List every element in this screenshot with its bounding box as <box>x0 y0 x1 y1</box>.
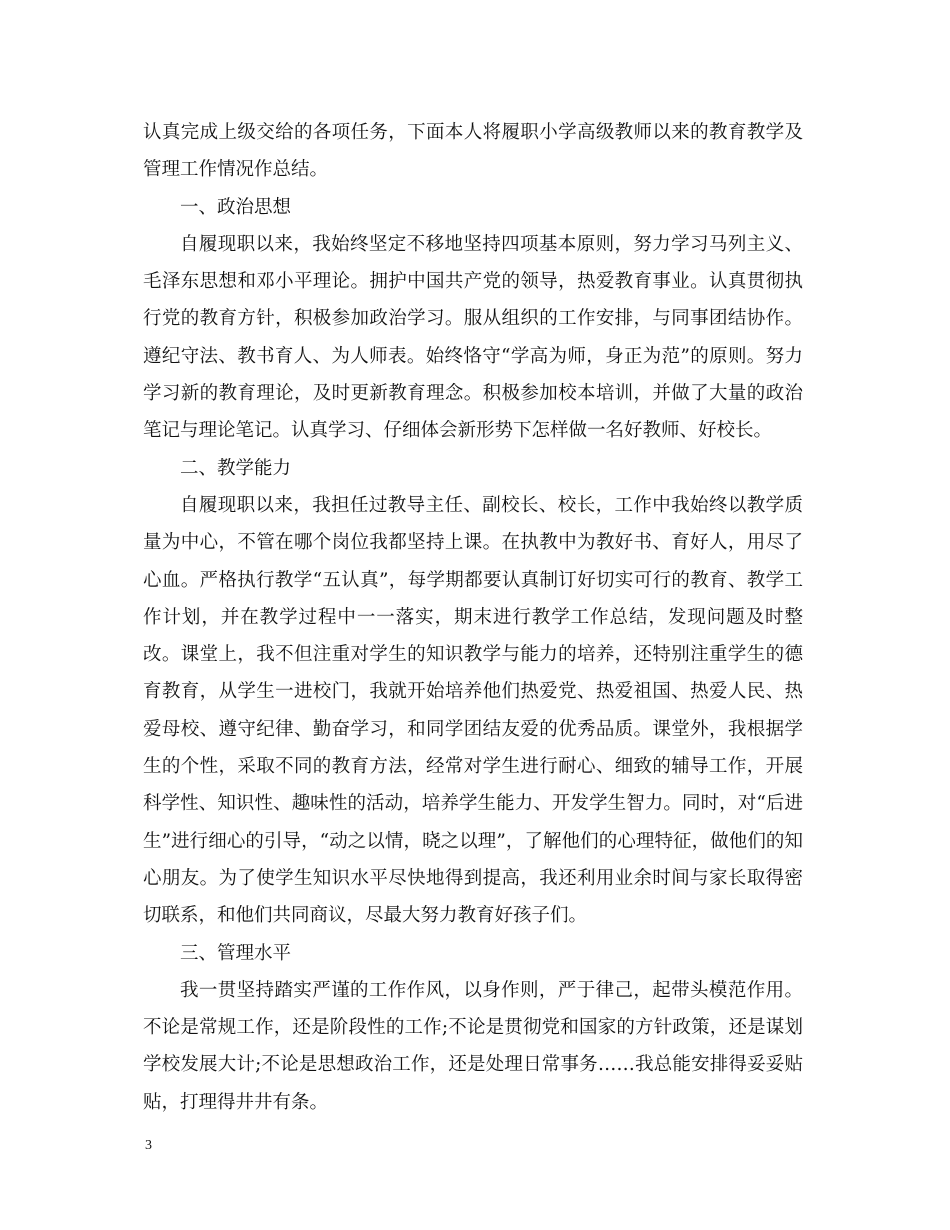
paragraph-teaching-ability: 自履现职以来，我担任过教导主任、副校长、校长，工作中我始终以教学质量为中心，不管在哪个岗位我都坚持上课。在执教中为教好书、育好人，用尽了心血。严格执行教学“五认真”，每学期都要认真制订好切实可行的教育、教学工作计划，并在教学过程中一一落实，期末进行教学工作总结，发现问题及时整改。课堂上，我不但注重对学生的知识教学与能力的培养，还特别注重学生的德育教育，从学生一进校门，我就开始培养他们热爱党、热爱祖国、热爱人民、热爱母校、遵守纪律、勤奋学习，和同学团结友爱的优秀品质。课堂外，我根据学生的个性，采取不同的教育方法，经常对学生进行耐心、细致的辅导工作，开展科学性、知识性、趣味性的活动，培养学生能力、开发学生智力。同时，对“后进生”进行细心的引导，“动之以情，晓之以理”，了解他们的心理特征，做他们的知心朋友。为了使学生知识水平尽快地得到提高，我还利用业余时间与家长取得密切联系，和他们共同商议，尽最大努力教育好孩子们。 <box>143 494 803 927</box>
page-number: 3 <box>145 1138 152 1153</box>
paragraph-intro: 认真完成上级交给的各项任务，下面本人将履职小学高级教师以来的教育教学及管理工作情况作总结。 <box>143 122 803 181</box>
paragraph-management-level: 我一贯坚持踏实严谨的工作作风，以身作则，严于律己，起带头模范作用。不论是常规工作，还是阶段性的工作;不论是贯彻党和国家的方针政策，还是谋划学校发展大计;不论是思想政治工作，还是处理日常事务……我总能安排得妥妥贴贴，打理得井井有条。 <box>143 979 803 1113</box>
section-heading-teaching-ability: 二、教学能力 <box>180 457 292 479</box>
section-heading-management-level: 三、管理水平 <box>180 942 292 964</box>
document-body <box>143 114 803 1121</box>
section-heading-political-thought: 一、政治思想 <box>180 196 292 218</box>
paragraph-political-thought: 自履现职以来，我始终坚定不移地坚持四项基本原则，努力学习马列主义、毛泽东思想和邓小平理论。拥护中国共产党的领导，热爱教育事业。认真贯彻执行党的教育方针，积极参加政治学习。服从组织的工作安排，与同事团结协作。遵纪守法、教书育人、为人师表。始终恪守“学高为师，身正为范”的原则。努力学习新的教育理论，及时更新教育理念。积极参加校本培训，并做了大量的政治笔记与理论笔记。认真学习、仔细体会新形势下怎样做一名好教师、好校长。 <box>143 233 803 442</box>
